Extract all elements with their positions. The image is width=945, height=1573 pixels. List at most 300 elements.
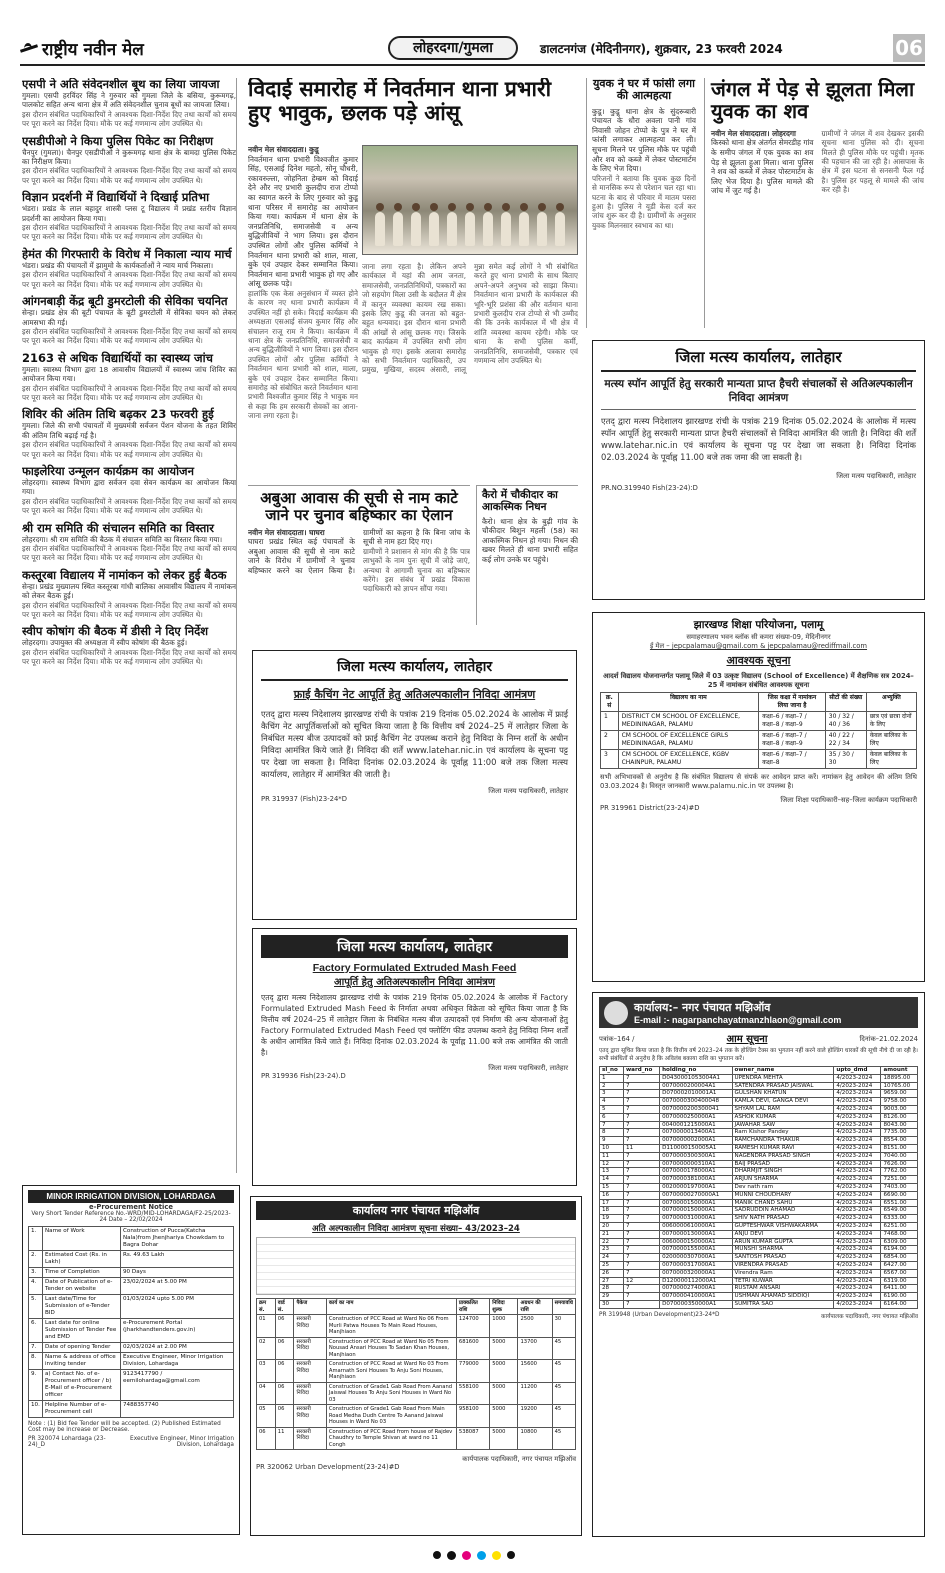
school-cell-seats: 30 / 32 / 40 / 36 bbox=[825, 712, 866, 731]
irrigation-row bbox=[29, 1268, 234, 1278]
holding-cell: 7 bbox=[624, 1300, 660, 1308]
holding-cell: 24 bbox=[600, 1254, 624, 1262]
school-cell-sn: 3 bbox=[601, 750, 619, 769]
holding-cell: 19 bbox=[600, 1215, 624, 1223]
news-brief: 2163 से अधिक विद्यार्थियों का स्वास्थ्य जांच गुमला। स्वास्थ्य विभाग द्वारा 18 आवासीय विद्यालयों में स्वास्थ्य जांच शिविर का आयोजन किया गया। इस दौरान संबंधित पदाधिकारियों ने आवश्यक दिशा-निर्देश दिए तथा कार्यों को समय पर पूरा करने का निर्देश दिया। मौके पर कई गणमान्य लोग उपस्थित थे। bbox=[22, 350, 236, 402]
awas-headline: अबुआ आवास की सूची से नाम काटे जाने पर चुनाव बहिष्कार का ऐलान bbox=[260, 489, 458, 524]
holding-cell: 0070000178000A1 bbox=[660, 1168, 732, 1176]
main-story-dateline: नवीन मेल संवाददाता। कुडू bbox=[248, 145, 319, 154]
holding-cell: 4/2023-2024 bbox=[834, 1144, 881, 1152]
holding-cell: 7 bbox=[624, 1285, 660, 1293]
holding-row bbox=[600, 1293, 918, 1301]
registration-mark-icon bbox=[507, 1551, 515, 1559]
np-tender-cell: सरकारी निविदा bbox=[294, 1360, 326, 1383]
holding-cell: 4/2023-2024 bbox=[834, 1285, 881, 1293]
school-row bbox=[601, 750, 917, 769]
news-brief: विज्ञान प्रदर्शनी में विद्यार्थियों ने दिखाई प्रतिभा भंडरा। प्रखंड के लाल बहादुर शास्त्री प्लस टू विद्यालय में प्रखंड स्तरीय विज्ञान प्रदर्शनी का आयोजन किया गया। इस दौरान संबंधित पदाधिकारियों ने आवश्यक दिशा-निर्देश दिए तथा कार्यों को समय पर पूरा करने का निर्देश दिया। मौके पर कई गणमान्य लोग उपस्थित थे। bbox=[22, 190, 236, 242]
irrigation-cell: Date of Publication of e-Tender on website bbox=[43, 1278, 121, 1295]
holding-cell: Dev nath ram bbox=[732, 1183, 834, 1191]
awas-body: घाघरा प्रखंड स्थित कई पंचायतों के अबुआ आवास की सूची से नाम काटे जाने के विरोध में ग्रामीणों ने चुनाव बहिष्कार करने का ऐलान किया है। ग्रामीणों का कहना है कि बिना जांच के सूची से नाम हटा दिए गए। bbox=[248, 527, 470, 575]
holding-table-header: amount bbox=[881, 1067, 918, 1075]
suicide-body: कुडू। कुडू थाना क्षेत्र के सुंदरूबारी पंचायत के धौरा अवला पानी गांव निवासी जोहन टोप्पो के पुत्र ने घर में फांसी लगाकर आत्महत्या कर ली। सूचना मिलने पर पुलिस मौके पर पहुंची और शव को कब्जे में लेकर पोस्टमार्टम के लिए भेज दिया। bbox=[592, 106, 696, 174]
np-tender-row bbox=[257, 1315, 576, 1338]
holding-cell: 3 bbox=[600, 1090, 624, 1098]
holding-cell: 7403.00 bbox=[881, 1183, 918, 1191]
ad-hatchery-pr: PR.NO.319940 Fish(23-24):D bbox=[601, 484, 698, 492]
irrigation-cell: Construction of Pucca(Katcha Nala)from Jhenjhariya Chowkdam to Bagra Dohar bbox=[121, 1227, 234, 1251]
ad-feed-body: एतद् द्वारा मत्स्य निदेशालय झारखण्ड रांची के पत्रांक 219 दिनांक 05.02.2024 के आलोक में Factory Formulated Extruded Mash Feed के निर्माता अथवा अधिकृत विक्रेता को सूचित किया जाता है कि वित्तीय वर्ष 2024–25 में लातेहार जिला के निबंधित मत्स्य बीज उत्पादकों एवं निर्माण की अन्य योजनाओं हेतु Factory Formulated Extruded Mash Feed एवं फ्लोटिंग फीड उपलब्ध कराने हेतु निविदा निम्न शर्तों के अधीन आमंत्रित किये जाते हैं। निविदा दिनांक 02.03.2024 के पूर्वाह्न 11.00 बजे तक आमंत्रित की जाती है। bbox=[261, 993, 568, 1057]
school-table-header: अभ्युक्ति bbox=[866, 693, 916, 712]
irrigation-cell: 1. bbox=[29, 1227, 43, 1251]
holding-cell: 7762.00 bbox=[881, 1168, 918, 1176]
school-row bbox=[601, 731, 917, 750]
holding-cell: 6194.00 bbox=[881, 1246, 918, 1254]
school-cell-name: CM SCHOOL OF EXCELLENCE, KGBV CHAINPUR, PALAMU bbox=[618, 750, 759, 769]
ad-fry-title: फ्राई कैचिंग नेट आपूर्ति हेतु अतिअल्पकालीन निविदा आमंत्रण bbox=[293, 688, 536, 701]
cyan-swatch bbox=[477, 1551, 486, 1560]
holding-table-header: upto_dmd bbox=[834, 1067, 881, 1075]
ad-irr-note: Note : (1) Bid fee Tender will be accepted. (2) Published Estimated Cost may be increase or Decrease. bbox=[28, 1421, 221, 1433]
holding-cell: MUNSHI SHARMA bbox=[732, 1246, 834, 1254]
holding-row bbox=[600, 1207, 918, 1215]
irrigation-cell: Executive Engineer, Minor Irrigation Division, Lohardaga bbox=[121, 1353, 234, 1370]
main-story-body: निवर्तमान थाना प्रभारी विश्वजीत कुमार सिंह, एसआई दिनेश महतो, सोनू चौधरी, रकावरुल्ला, जोहनिता हेम्ब्रम को विदाई देने और नए प्रभारी कुलदीप राज टोप्पो का स्वागत करने के लिए गुरुवार को कुडू थाना परिसर में समारोह का आयोजन किया गया। कार्यक्रम में थाना क्षेत्र के जनप्रतिनिधि, समाजसेवी व अन्य बुद्धिजीवियों ने भाग लिया। इस दौरान उपस्थित लोगों और पुलिस कर्मियों ने निवर्तमान थाना प्रभारी को शाल, माला, बुके एवं उपहार देकर सम्मानित किया। निवर्तमान थाना प्रभारी भावुक हो गए और आंसू छलक पड़े। bbox=[248, 154, 358, 289]
np-tender-cell: 5000 bbox=[490, 1337, 518, 1360]
np-tender-cell: 5000 bbox=[490, 1360, 518, 1383]
school-cell-sn: 2 bbox=[601, 731, 619, 750]
holding-cell: 25 bbox=[600, 1261, 624, 1269]
irrigation-cell: 10. bbox=[29, 1401, 43, 1418]
news-brief-text: गुमला। जिले की सभी पंचायतों में मुख्यमंत्री सर्वजन पेंशन योजना के तहत शिविर की अंतिम तिथि बढ़ाई गई है। bbox=[22, 421, 236, 440]
ad-np-pr: PR 320062 Urban Development(23-24)#D bbox=[256, 1463, 400, 1471]
holding-cell: 0070000200004A1 bbox=[660, 1082, 732, 1090]
holding-row bbox=[600, 1168, 918, 1176]
np-tender-table bbox=[256, 1298, 576, 1450]
awas-story: अबुआ आवास की सूची से नाम काटे जाने पर चुनाव बहिष्कार का ऐलान नवीन मेल संवाददाता। घाघरा घाघरा प्रखंड स्थित कई पंचायतों के अबुआ आवास की सूची से नाम काटे जाने के विरोध में ग्रामीणों ने चुनाव बहिष्कार करने का ऐलान किया है। ग्रामीणों का कहना है कि बिना जांच के सूची से नाम हटा दिए गए। ग्रामीणों ने प्रशासन से मांग की है कि पात्र लाभुकों के नाम पुनः सूची में जोड़े जाएं, अन्यथा वे आगामी चुनाव का बहिष्कार करेंगे। इस संबंध में प्रखंड विकास पदाधिकारी को ज्ञापन सौंपा गया। bbox=[248, 485, 470, 625]
chowkidar-headline: कैरो में चौकीदार का आकस्मिक निधन bbox=[482, 489, 558, 513]
masthead bbox=[20, 34, 925, 66]
holding-cell: 0070000250000A1 bbox=[660, 1113, 732, 1121]
holding-cell: 7 bbox=[624, 1090, 660, 1098]
holding-cell: 9758.00 bbox=[881, 1098, 918, 1106]
holding-cell: 0070000381000A1 bbox=[660, 1176, 732, 1184]
newspaper-logo bbox=[20, 34, 170, 62]
tree-headline: जंगल में पेड़ से झूलता मिला युवक का शव bbox=[711, 78, 915, 124]
holding-cell: 0070000150000A1 bbox=[660, 1207, 732, 1215]
holding-cell: 0070000013400A1 bbox=[660, 1129, 732, 1137]
ad-hatchery-sign: जिला मत्स्य पदाधिकारी, लातेहार bbox=[836, 472, 916, 480]
holding-cell: 4/2023-2024 bbox=[834, 1183, 881, 1191]
irrigation-row bbox=[29, 1227, 234, 1251]
holding-cell: 4/2023-2024 bbox=[834, 1215, 881, 1223]
holding-cell: DHARMJIT SINGH bbox=[732, 1168, 834, 1176]
news-brief-headline: कस्तूरबा विद्यालय में नामांकन को लेकर हुई बैठक bbox=[22, 567, 227, 582]
holding-cell: RAMCHANDRA THAKUR bbox=[732, 1137, 834, 1145]
holding-row bbox=[600, 1082, 918, 1090]
holding-cell: 00700000270000A1 bbox=[660, 1191, 732, 1199]
np-tender-cell: सरकारी निविदा bbox=[294, 1337, 326, 1360]
holding-cell: 18895.00 bbox=[881, 1074, 918, 1082]
holding-table-header: ward_no bbox=[624, 1067, 660, 1075]
ad-mz-email: E-mail :- nagarpanchayatmanzhlaon@gmail.com bbox=[634, 1015, 842, 1025]
holding-cell: 0070000317000A1 bbox=[660, 1261, 732, 1269]
holding-cell: GUPTESHWAR VISHWAKARMA bbox=[732, 1222, 834, 1230]
news-brief-headline: विज्ञान प्रदर्शनी में विद्यार्थियों ने दिखाई प्रतिभा bbox=[22, 190, 210, 205]
holding-row bbox=[600, 1129, 918, 1137]
school-cell-note: छात्र एवं छात्रा दोनों के लिए bbox=[866, 712, 916, 731]
holding-row bbox=[600, 1183, 918, 1191]
irrigation-row bbox=[29, 1370, 234, 1401]
holding-cell: BAIJ PRASAD bbox=[732, 1160, 834, 1168]
ad-school-sign: जिला शिक्षा पदाधिकारी–सह–जिला कार्यक्रम पदाधिकारी bbox=[780, 796, 917, 804]
holding-cell: Virendra Ram bbox=[732, 1269, 834, 1277]
irrigation-row bbox=[29, 1319, 234, 1343]
holding-cell: D120000112000A1 bbox=[660, 1277, 732, 1285]
holding-row bbox=[600, 1191, 918, 1199]
ad-mz-date: दिनांक–21.02.2024 bbox=[859, 1034, 918, 1043]
np-tender-row bbox=[257, 1382, 576, 1405]
irrigation-cell: 02/03/2024 at 2.00 PM bbox=[121, 1343, 234, 1353]
np-tender-cell: 15600 bbox=[518, 1360, 552, 1383]
np-tender-row bbox=[257, 1360, 576, 1383]
holding-cell: UPENDRA MEHTA bbox=[732, 1074, 834, 1082]
holding-cell: 4/2023-2024 bbox=[834, 1105, 881, 1113]
ad-feed-pr: PR 319936 Fish(23-24).D bbox=[261, 1072, 346, 1080]
holding-cell: SHYAM LAL RAM bbox=[732, 1105, 834, 1113]
holding-row bbox=[600, 1199, 918, 1207]
holding-cell: KAMLA DEVI, GANGA DEVI bbox=[732, 1098, 834, 1106]
holding-cell: 0020000197000A1 bbox=[660, 1183, 732, 1191]
holding-cell: 21 bbox=[600, 1230, 624, 1238]
holding-cell: D070002010001A1 bbox=[660, 1090, 732, 1098]
ad-fry-pr: PR 319937 (Fish)23-24*D bbox=[261, 795, 347, 803]
holding-cell: 0070000274000A1 bbox=[660, 1285, 732, 1293]
np-tender-cell: 45 bbox=[552, 1360, 575, 1383]
ad-mz-intro: एतद् द्वारा सूचित किया जाता है कि वित्तीय वर्ष 2023–24 तक के होल्डिंग टैक्स का भुगतान नहीं करने वाले होल्डिंग धारकों की सूची नीचे दी जा रही है। सभी संबंधितों से अनुरोध है कि अविलंब बकाया राशि का भुगतान करें। bbox=[599, 1048, 918, 1062]
ad-np-tender bbox=[250, 1196, 582, 1536]
holding-cell: 27 bbox=[600, 1277, 624, 1285]
holding-row bbox=[600, 1121, 918, 1129]
holding-cell: 0070000000310A1 bbox=[660, 1160, 732, 1168]
holding-cell: 4/2023-2024 bbox=[834, 1199, 881, 1207]
yellow-swatch bbox=[492, 1551, 501, 1560]
np-tender-cell: 11 bbox=[275, 1427, 294, 1450]
holding-cell: 4/2023-2024 bbox=[834, 1246, 881, 1254]
ad-np-title: अति अल्पकालीन निविदा आमंत्रण सूचना संख्या– 43/2023–24 bbox=[312, 1224, 520, 1234]
np-tender-cell: Construction of PCC Road at Ward No 05 From Nousad Ansari Houses To Sadan Khan Houses, Manjhiaon bbox=[326, 1337, 456, 1360]
ad-mz-pr: PR 319948 (Urban Development)23-24*D bbox=[599, 1311, 720, 1318]
holding-cell: 9659.00 bbox=[881, 1090, 918, 1098]
holding-cell: 7 bbox=[624, 1168, 660, 1176]
ad-mz-title: आम सूचना bbox=[726, 1034, 768, 1045]
bird-logo-icon bbox=[20, 41, 38, 55]
holding-cell: 4/2023-2024 bbox=[834, 1269, 881, 1277]
np-table-header: कार्य का नाम bbox=[326, 1299, 456, 1315]
irrigation-cell: a) Contact No. of e-Procurement officer / b) E-Mail of e-Procurement officer bbox=[43, 1370, 121, 1401]
ad-mz-sign: कार्यपालक पदाधिकारी, नगर पंचायत मझिऑव bbox=[821, 1313, 918, 1320]
holding-table-header: sl_no bbox=[600, 1067, 624, 1075]
holding-cell: 9 bbox=[600, 1137, 624, 1145]
school-cell-classes: कक्षा–6 / कक्षा–7 / कक्षा–8 bbox=[759, 750, 826, 769]
np-tender-cell: 558100 bbox=[456, 1382, 489, 1405]
holding-cell: MUNNI CHOUDHARY bbox=[732, 1191, 834, 1199]
holding-cell: 0070000002000A1 bbox=[660, 1137, 732, 1145]
irrigation-row bbox=[29, 1401, 234, 1418]
ad-hatchery-title: मत्स्य स्पॉन आपूर्ति हेतु सरकारी मान्यता प्राप्त हैचरी संचालकों से अतिअल्पकालीन निविदा आमंत्रण bbox=[601, 377, 916, 410]
np-tender-cell: 01 bbox=[257, 1315, 276, 1338]
holding-table-header: owner_name bbox=[732, 1067, 834, 1075]
holding-cell: 1 bbox=[600, 1074, 624, 1082]
holding-cell: 7 bbox=[624, 1098, 660, 1106]
ad-irr-pr: PR 320074 Lohardaga (23-24)_D bbox=[28, 1436, 106, 1448]
ad-school-org: झारखण्ड शिक्षा परियोजना, पलामू bbox=[693, 619, 824, 631]
news-brief-text: लोहरदगा। उपायुक्त की अध्यक्षता में स्वीप कोषांग की बैठक हुई। bbox=[22, 638, 188, 648]
holding-row bbox=[600, 1144, 918, 1152]
np-tender-row bbox=[257, 1427, 576, 1450]
np-tender-cell: 5000 bbox=[490, 1427, 518, 1450]
holding-cell: 6319.00 bbox=[881, 1277, 918, 1285]
news-brief-headline: स्वीप कोषांग की बैठक में डीसी ने दिए निर्देश bbox=[22, 624, 209, 639]
ad-feed-sign: जिला मत्स्य पदाधिकारी, लातेहार bbox=[488, 1064, 568, 1072]
tree-body: किस्को थाना क्षेत्र अंतर्गत सेमरडीह गांव के समीप जंगल में एक युवक का शव पेड़ से झूलता हुआ मिला। थाना पुलिस ने शव को कब्जे में लेकर पोस्टमार्टम के लिए भेज दिया है। पुलिस मामले की जांच में जुट गई है। bbox=[711, 138, 814, 196]
holding-cell: 6567.00 bbox=[881, 1269, 918, 1277]
news-brief-text: लोहरदगा। श्री राम समिति की बैठक में संचालन समिति का विस्तार किया गया। bbox=[22, 534, 223, 544]
news-brief: स्वीप कोषांग की बैठक में डीसी ने दिए निर्देश लोहरदगा। उपायुक्त की अध्यक्षता में स्वीप कोषांग की बैठक हुई। इस दौरान संबंधित पदाधिकारियों ने आवश्यक दिशा-निर्देश दिए तथा कार्यों को समय पर पूरा करने का निर्देश दिया। मौके पर कई गणमान्य लोग उपस्थित थे। bbox=[22, 624, 236, 667]
holding-cell: 7 bbox=[624, 1293, 660, 1301]
np-tender-cell: 10800 bbox=[518, 1427, 552, 1450]
holding-table bbox=[599, 1066, 918, 1309]
holding-cell: 0040001215000A1 bbox=[660, 1121, 732, 1129]
suicide-story: युवक ने घर में फांसी लगा की आत्महत्या कुडू। कुडू थाना क्षेत्र के सुंदरूबारी पंचायत के धौरा अवला पानी गांव निवासी जोहन टोप्पो के पुत्र ने घर में फांसी लगाकर आत्महत्या कर ली। सूचना मिलने पर पुलिस मौके पर पहुंची और शव को कब्जे में लेकर पोस्टमार्टम के लिए भेज दिया। परिजनों ने बताया कि युवक कुछ दिनों से मानसिक रूप से परेशान चल रहा था। घटना के बाद से परिवार में मातम पसरा हुआ है। पुलिस ने यूडी केस दर्ज कर जांच शुरू कर दी है। ग्रामीणों के अनुसार युवक मिलनसार स्वभाव का था। bbox=[586, 78, 696, 328]
irrigation-row bbox=[29, 1353, 234, 1370]
np-tender-cell: 958100 bbox=[456, 1405, 489, 1428]
news-brief-text: गुमला। एसपी हरविंदर सिंह ने गुरुवार को गुमला जिले के बसिया, कुरूमगढ़, पालकोट सहित अन्य थाना क्षेत्र में अति संवेदनशील चुनाव बूथों का जायजा लिया। bbox=[22, 91, 236, 110]
ad-irrigation-tender bbox=[22, 1185, 240, 1535]
holding-cell: 4/2023-2024 bbox=[834, 1191, 881, 1199]
ad-feed-title2: आपूर्ति हेतु अतिअल्पकालीन निविदा आमंत्रण bbox=[334, 977, 495, 988]
holding-cell: 22 bbox=[600, 1238, 624, 1246]
holding-cell: 4/2023-2024 bbox=[834, 1293, 881, 1301]
holding-cell: 6427.00 bbox=[881, 1261, 918, 1269]
holding-cell: 7 bbox=[624, 1183, 660, 1191]
holding-cell: 4/2023-2024 bbox=[834, 1277, 881, 1285]
np-tender-cell: 03 bbox=[257, 1360, 276, 1383]
print-registration-bar bbox=[22, 1548, 925, 1562]
holding-cell: 7 bbox=[624, 1121, 660, 1129]
irrigation-cell: 23/02/2024 at 5.00 PM bbox=[121, 1278, 234, 1295]
holding-cell: 0060000610000A1 bbox=[660, 1222, 732, 1230]
holding-cell: 30 bbox=[600, 1300, 624, 1308]
school-table-header: क्र. सं bbox=[601, 693, 619, 712]
school-table-header: सीटों की संख्या bbox=[825, 693, 866, 712]
holding-cell: 7 bbox=[624, 1129, 660, 1137]
holding-row bbox=[600, 1222, 918, 1230]
holding-cell: 18 bbox=[600, 1207, 624, 1215]
holding-cell: D0430001053004A1 bbox=[660, 1074, 732, 1082]
np-tender-cell: सरकारी निविदा bbox=[294, 1405, 326, 1428]
holding-row bbox=[600, 1105, 918, 1113]
news-brief-text: सेन्हा। प्रखंड मुख्यालय स्थित कस्तूरबा गांधी बालिका आवासीय विद्यालय में नामांकन को लेकर बैठक हुई। bbox=[22, 581, 236, 601]
holding-cell: 8 bbox=[600, 1129, 624, 1137]
holding-cell: 0070000155000A1 bbox=[660, 1246, 732, 1254]
holding-cell: ARUN KUMAR GUPTA bbox=[732, 1238, 834, 1246]
holding-cell: 7626.00 bbox=[881, 1160, 918, 1168]
holding-row bbox=[600, 1137, 918, 1145]
holding-cell: 8554.00 bbox=[881, 1137, 918, 1145]
ad-fry-sign: जिला मत्स्य पदाधिकारी, लातेहार bbox=[488, 787, 568, 795]
np-tender-cell: सरकारी निविदा bbox=[294, 1315, 326, 1338]
holding-row bbox=[600, 1160, 918, 1168]
irrigation-cell: 90 Days bbox=[121, 1268, 234, 1278]
holding-cell: 2 bbox=[600, 1082, 624, 1090]
news-brief-headline: 2163 से अधिक विद्यार्थियों का स्वास्थ्य जांच bbox=[22, 350, 213, 365]
awas-dateline: नवीन मेल संवाददाता। घाघरा bbox=[248, 527, 325, 537]
black-swatch bbox=[447, 1551, 456, 1560]
news-brief: कस्तूरबा विद्यालय में नामांकन को लेकर हुई बैठक सेन्हा। प्रखंड मुख्यालय स्थित कस्तूरबा गांधी बालिका आवासीय विद्यालय में नामांकन को लेकर बैठक हुई। इस दौरान संबंधित पदाधिकारियों ने आवश्यक दिशा-निर्देश दिए तथा कार्यों को समय पर पूरा करने का निर्देश दिया। मौके पर कई गणमान्य लोग उपस्थित थे। bbox=[22, 567, 236, 620]
np-tender-cell: 5000 bbox=[490, 1405, 518, 1428]
news-briefs-column bbox=[22, 78, 237, 1173]
suicide-headline: युवक ने घर में फांसी लगा की आत्महत्या bbox=[593, 78, 695, 103]
irrigation-cell: Last date for online Submission of Tender Fee and EMD bbox=[43, 1319, 121, 1343]
np-tender-cell: 124700 bbox=[456, 1315, 489, 1338]
np-tender-cell: 2500 bbox=[518, 1315, 552, 1338]
holding-cell: ARJUN SHARMA bbox=[732, 1176, 834, 1184]
irrigation-cell: Last date/Time for Submission of e-Tender BID bbox=[43, 1295, 121, 1319]
holding-cell: 7040.00 bbox=[881, 1152, 918, 1160]
np-tender-cell: 04 bbox=[257, 1382, 276, 1405]
np-tender-cell: 30 bbox=[552, 1315, 575, 1338]
holding-cell: 4/2023-2024 bbox=[834, 1168, 881, 1176]
news-brief-headline: श्री राम समिति की संचालन समिति का विस्तार bbox=[22, 520, 214, 535]
irrigation-cell: Date of opening Tender bbox=[43, 1343, 121, 1353]
np-tender-cell: सरकारी निविदा bbox=[294, 1382, 326, 1405]
news-brief-headline: हेमंत की गिरफ्तारी के विरोध में निकाला न्याय मार्च bbox=[22, 246, 232, 261]
np-tender-cell: 681600 bbox=[456, 1337, 489, 1360]
newspaper-name: राष्ट्रीय नवीन मेल bbox=[42, 39, 144, 60]
holding-cell: 8151.00 bbox=[881, 1144, 918, 1152]
magenta-swatch bbox=[462, 1551, 471, 1560]
np-tender-cell: 13700 bbox=[518, 1337, 552, 1360]
holding-cell: D070000350000A1 bbox=[660, 1300, 732, 1308]
holding-row bbox=[600, 1230, 918, 1238]
holding-cell: 4/2023-2024 bbox=[834, 1222, 881, 1230]
holding-cell: 29 bbox=[600, 1293, 624, 1301]
irrigation-cell: Time of Completion bbox=[43, 1268, 121, 1278]
ad-school-email: ई मेल – jepcpalamau@gmail.com & jepcpalamau@rediffmail.com bbox=[649, 642, 868, 650]
holding-cell: 7 bbox=[624, 1113, 660, 1121]
holding-row bbox=[600, 1300, 918, 1308]
holding-cell: GULSHAN KHATUN bbox=[732, 1090, 834, 1098]
news-brief: हेमंत की गिरफ्तारी के विरोध में निकाला न्याय मार्च भंडरा। प्रखंड की पंचायतों में झामुमो के कार्यकर्ताओं ने न्याय मार्च निकाला। इस दौरान संबंधित पदाधिकारियों ने आवश्यक दिशा-निर्देश दिए तथा कार्यों को समय पर पूरा करने का निर्देश दिया। मौके पर कई गणमान्य लोग उपस्थित थे। bbox=[22, 246, 236, 289]
np-tender-cell: Construction of PCC Road from house of Rajdev Chaudhry to Temple Shivan at ward no 11 Congh bbox=[326, 1427, 456, 1450]
ad-np-conditions bbox=[256, 1237, 576, 1295]
holding-row bbox=[600, 1246, 918, 1254]
news-brief-headline: आंगनबाड़ी केंद्र बूटी डुमरटोली की सेविका चयनित bbox=[22, 294, 228, 309]
holding-cell: 7 bbox=[624, 1254, 660, 1262]
holding-cell: D110000150005A1 bbox=[660, 1144, 732, 1152]
np-tender-cell: 45 bbox=[552, 1427, 575, 1450]
holding-cell: 4/2023-2024 bbox=[834, 1082, 881, 1090]
holding-cell: 6690.00 bbox=[881, 1191, 918, 1199]
ad-school-title: आवश्यक सूचना bbox=[726, 654, 791, 667]
holding-cell: USHMAN AHAMAD SIDDIQI bbox=[732, 1293, 834, 1301]
main-story-text bbox=[248, 145, 358, 475]
holding-cell: 7 bbox=[624, 1074, 660, 1082]
irrigation-cell: 3. bbox=[29, 1268, 43, 1278]
ad-holding-notice bbox=[592, 992, 925, 1537]
ad-irr-ref: Very Short Tender Reference No.-WRD/MID-LOHARDAGA/F2-25/2023-24 Date – 22/02/2024 bbox=[31, 1211, 231, 1223]
school-cell-name: DISTRICT CM SCHOOL OF EXCELLENCE, MEDININAGAR, PALAMU bbox=[618, 712, 759, 731]
school-cell-sn: 1 bbox=[601, 712, 619, 731]
holding-cell: VIRENDRA PRASAD bbox=[732, 1261, 834, 1269]
holding-cell: 10 bbox=[600, 1144, 624, 1152]
irrigation-cell: e-Procurement Portal (jharkhandtenders.gov.in) bbox=[121, 1319, 234, 1343]
irrigation-cell: 7. bbox=[29, 1343, 43, 1353]
irrigation-cell: Helpline Number of e-Procurement cell bbox=[43, 1401, 121, 1418]
news-brief: एसडीपीओ ने किया पुलिस पिकेट का निरीक्षण चैनपुर (गुमला)। चैनपुर एसडीपीओ ने कुरूमगढ़ थाना क्षेत्र के बामदा पुलिस पिकेट का निरीक्षण किया। इस दौरान संबंधित पदाधिकारियों ने आवश्यक दिशा-निर्देश दिए तथा कार्यों को समय पर पूरा करने का निर्देश दिया। मौके पर कई गणमान्य लोग उपस्थित थे। bbox=[22, 133, 236, 185]
holding-cell: 4/2023-2024 bbox=[834, 1090, 881, 1098]
irrigation-row bbox=[29, 1295, 234, 1319]
holding-row bbox=[600, 1215, 918, 1223]
news-brief-text: भंडरा। प्रखंड की पंचायतों में झामुमो के कार्यकर्ताओं ने न्याय मार्च निकाला। bbox=[22, 260, 214, 270]
holding-cell: 4/2023-2024 bbox=[834, 1300, 881, 1308]
registration-mark-icon bbox=[433, 1551, 441, 1559]
np-tender-cell: 05 bbox=[257, 1405, 276, 1428]
holding-row bbox=[600, 1152, 918, 1160]
np-tender-cell: Construction of Grade1 Gab Road From Aanand Jaiswal Houses To Anju Soni Houses in Ward No 03 bbox=[326, 1382, 456, 1405]
irrigation-table bbox=[28, 1226, 234, 1418]
school-cell-note: केवल बालिका के लिए bbox=[866, 731, 916, 750]
holding-cell: 4 bbox=[600, 1098, 624, 1106]
holding-cell: 16 bbox=[600, 1191, 624, 1199]
holding-cell: 7 bbox=[624, 1269, 660, 1277]
holding-cell: 7 bbox=[624, 1152, 660, 1160]
holding-cell: 8126.00 bbox=[881, 1113, 918, 1121]
section-tag: लोहरदगा/गुमला bbox=[388, 36, 518, 60]
holding-cell: SADRUDDIN AHAMAD bbox=[732, 1207, 834, 1215]
holding-row bbox=[600, 1261, 918, 1269]
holding-cell: 4/2023-2024 bbox=[834, 1098, 881, 1106]
irrigation-row bbox=[29, 1251, 234, 1268]
chowkidar-story bbox=[476, 485, 578, 625]
holding-cell: 6164.00 bbox=[881, 1300, 918, 1308]
ad-irr-sign: Executive Engineer, Minor Irrigation Division, Lohardaga bbox=[130, 1436, 234, 1448]
holding-cell: 23 bbox=[600, 1246, 624, 1254]
ad-school-outro: सभी अभिभावकों से अनुरोध है कि संबंधित विद्यालय से संपर्क कर आवेदन प्राप्त करें। नामांकन हेतु आवेदन की अंतिम तिथि 03.03.2024 है। विस्तृत जानकारी www.palamu.nic.in पर उपलब्ध है। bbox=[600, 773, 917, 790]
ad-hatchery-tender bbox=[592, 340, 925, 600]
school-cell-seats: 40 / 22 / 22 / 34 bbox=[825, 731, 866, 750]
holding-cell: 4/2023-2024 bbox=[834, 1137, 881, 1145]
holding-cell: RAMESH KUMAR RAVI bbox=[732, 1144, 834, 1152]
main-story-column2: जाना लगा रहता है। लेकिन अपने कार्यकाल में यहां की आम जनता, समाजसेवी, जनप्रतिनिधियों, पत्रकारों का जो सहयोग मिला उसी के बदौलत मैं क्षेत्र में कानून व्यवस्था कायम रख सका। इसके लिए कुडू की जनता को बहुत-बहुत धन्यवाद। इस दौरान थाना प्रभारी की आंखों से आंसू छलक गए। जिसके बाद कार्यक्रम में उपस्थित सभी लोग भावुक हो गए। इसके अलावा समारोह को सभी निवर्तमान पदाधिकारी, उप प्रमुख, मुखिया, सदस्य अंसारी, लालू मुन्ना समेत कई लोगों ने भी संबोधित करते हुए थाना प्रभारी के साथ बिताए अपने-अपने अनुभव को साझा किया। निवर्तमान थाना प्रभारी के कार्यकाल की भूरि-भूरि प्रशंसा की और वर्तमान थाना प्रभारी कुलदीप राज टोप्पो से भी उम्मीद की कि उनके कार्यकाल में भी क्षेत्र में शांति व्यवस्था कायम रहेगी। मौके पर थाना के सभी पुलिस कर्मी, जनप्रतिनिधि, समाजसेवी, पत्रकार एवं गणमान्य लोग उपस्थित थे। bbox=[362, 262, 578, 375]
news-brief-text: गुमला। स्वास्थ्य विभाग द्वारा 18 आवासीय विद्यालयों में स्वास्थ्य जांच शिविर का आयोजन किया गया। bbox=[22, 364, 236, 384]
holding-cell: 6551.00 bbox=[881, 1199, 918, 1207]
school-cell-classes: कक्षा–6 / कक्षा–7 / कक्षा–8 / कक्षा–9 bbox=[759, 731, 826, 750]
ad-mz-letter: पत्रांक–164 / bbox=[599, 1034, 635, 1043]
ad-school-address: समाहरणालय भवन ब्लॉक सी कमरा संख्या-09, मेदिनीनगर bbox=[686, 633, 831, 641]
holding-row bbox=[600, 1238, 918, 1246]
holding-cell: Ram Kishor Pandey bbox=[732, 1129, 834, 1137]
holding-cell: 0070000410000A1 bbox=[660, 1293, 732, 1301]
np-tender-cell: 779000 bbox=[456, 1360, 489, 1383]
holding-cell: 7 bbox=[624, 1137, 660, 1145]
irrigation-cell: 01/03/2024 upto 5.00 PM bbox=[121, 1295, 234, 1319]
holding-cell: 7 bbox=[624, 1105, 660, 1113]
np-tender-cell: 06 bbox=[275, 1360, 294, 1383]
news-brief-headline: शिविर की अंतिम तिथि बढ़कर 23 फरवरी हुई bbox=[22, 407, 214, 422]
holding-cell: 12 bbox=[600, 1160, 624, 1168]
np-table-header: अग्रधन की राशि bbox=[518, 1299, 552, 1315]
